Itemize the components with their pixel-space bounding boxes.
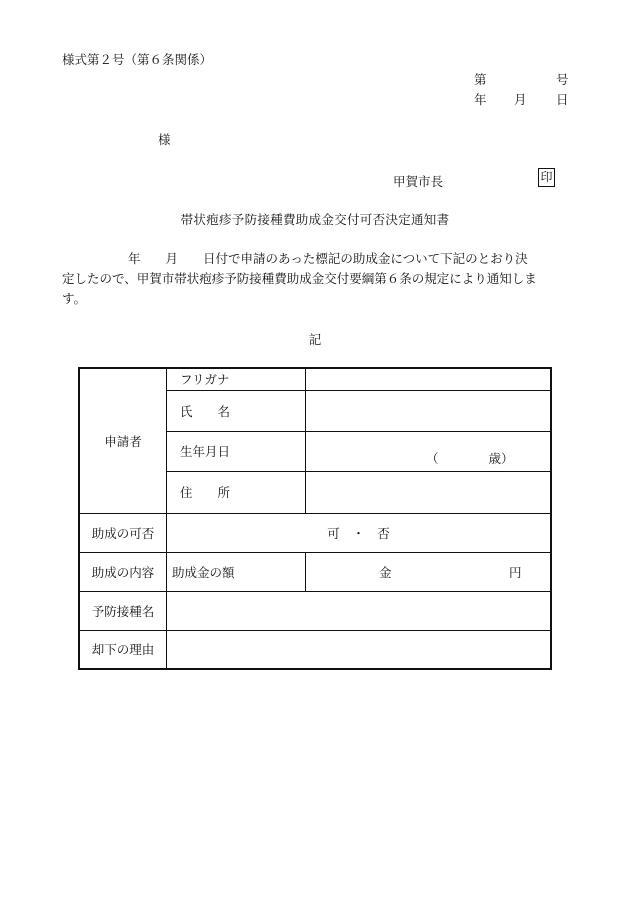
furigana-label: フリガナ	[167, 368, 306, 390]
rejection-label: 却下の理由	[79, 630, 167, 669]
address-field[interactable]	[306, 471, 552, 513]
table-row-rejection	[79, 630, 551, 669]
table-row-vaccine	[79, 591, 551, 630]
amount-label: 助成金の額	[167, 552, 306, 591]
table-row-furigana	[79, 368, 551, 390]
amount-prefix: 金	[379, 564, 392, 580]
addressee-honorific: 様	[158, 132, 171, 147]
notice-body-line-3: す。	[62, 291, 87, 306]
table-row-content	[79, 552, 551, 591]
name-field[interactable]	[306, 390, 552, 431]
vaccine-field[interactable]	[167, 591, 552, 630]
notice-body-line-1: 年 月 日付で申請のあった標記の助成金について下記のとおり決	[128, 251, 528, 266]
content-label: 助成の内容	[79, 552, 167, 591]
birthdate-field[interactable]	[306, 431, 552, 471]
approval-label: 助成の可否	[79, 513, 167, 552]
name-label: 氏 名	[167, 390, 306, 431]
notice-body-line-2: 定したので、甲賀市帯状疱疹予防接種費助成金交付要綱第６条の規定により通知しま	[62, 271, 537, 286]
amount-field[interactable]	[306, 552, 552, 591]
date-year-label: 年	[474, 92, 487, 107]
notice-body	[62, 249, 572, 309]
details-table	[78, 367, 552, 670]
issuer-title: 甲賀市長	[393, 174, 444, 189]
document-number-suffix: 号	[556, 72, 569, 87]
amount-unit: 円	[509, 564, 522, 580]
form-number-label: 様式第２号（第６条関係）	[62, 52, 213, 67]
birthdate-label: 生年月日	[167, 431, 306, 471]
applicant-label: 申請者	[79, 368, 167, 513]
age-text: （ 歳）	[426, 450, 514, 466]
document-number-prefix: 第	[474, 72, 487, 87]
vaccine-label: 予防接種名	[79, 591, 167, 630]
document-title: 帯状疱疹予防接種費助成金交付可否決定通知書	[180, 212, 450, 227]
date-month-label: 月	[514, 92, 527, 107]
approval-value[interactable]: 可 ・ 否	[167, 513, 552, 552]
ki-heading: 記	[308, 332, 322, 347]
table-row-approval	[79, 513, 551, 552]
furigana-field[interactable]	[306, 368, 552, 390]
address-label: 住 所	[167, 471, 306, 513]
date-day-label: 日	[556, 92, 569, 107]
rejection-field[interactable]	[167, 630, 552, 669]
seal-mark: 印	[538, 168, 555, 187]
